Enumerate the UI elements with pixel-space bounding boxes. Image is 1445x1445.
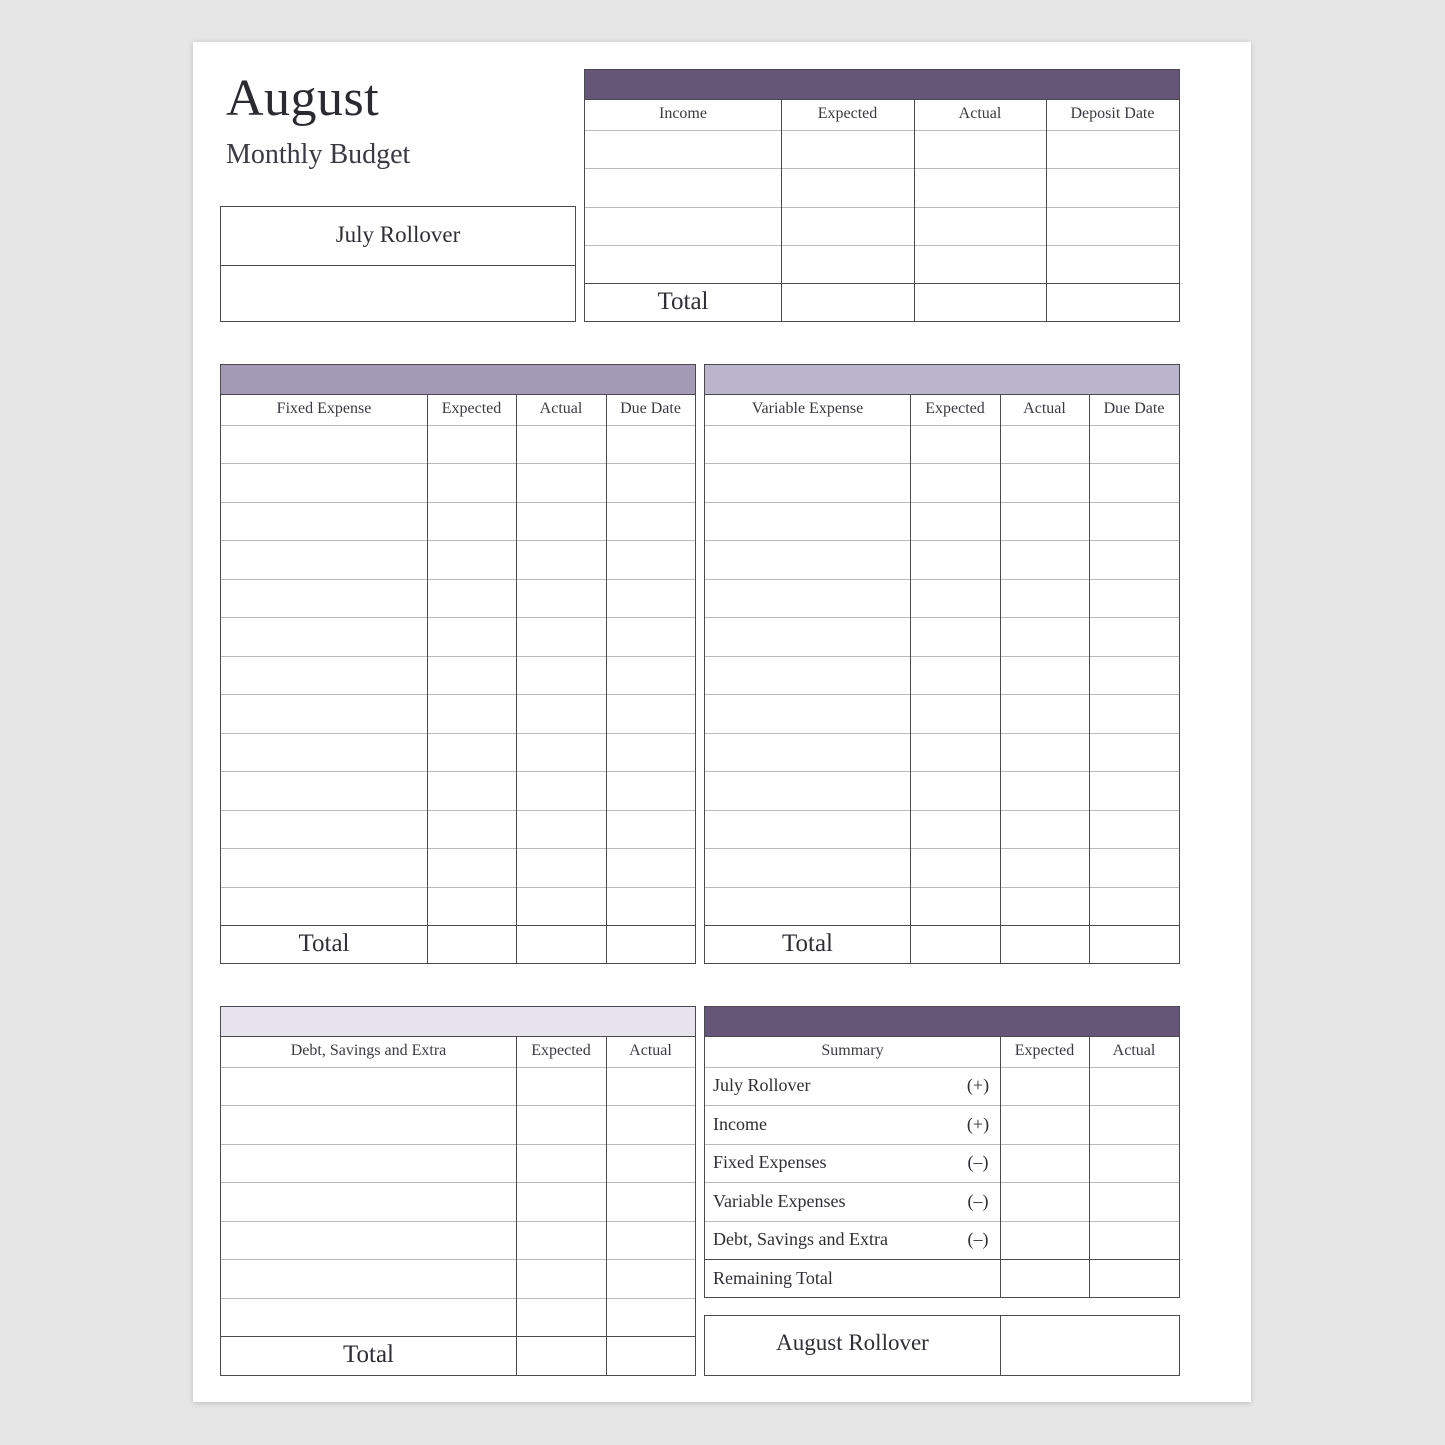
column-divider [516, 1036, 517, 1375]
row-line [221, 617, 695, 618]
row-line [705, 656, 1179, 657]
rollover-in-field[interactable] [221, 267, 575, 321]
column-divider [1000, 1036, 1001, 1297]
col-header-summary: Summary [821, 1042, 884, 1059]
col-header-actual: Actual [958, 105, 1002, 122]
column-divider [910, 394, 911, 963]
divider [221, 1336, 695, 1337]
summary-row-label: Income [713, 1114, 767, 1134]
divider [221, 925, 695, 926]
rollover-out-box [704, 1315, 1180, 1376]
summary-table [704, 1006, 1180, 1298]
row-line [705, 579, 1179, 580]
row-line [221, 540, 695, 541]
col-header-variable-expense: Variable Expense [751, 400, 864, 417]
row-line [705, 694, 1179, 695]
summary-header-band [705, 1007, 1179, 1036]
row-line [705, 1067, 1179, 1068]
col-header-expected: Expected [531, 1042, 591, 1059]
variable-total-label: Total [781, 930, 833, 957]
column-divider [1089, 1036, 1090, 1297]
row-line [221, 810, 695, 811]
variable-header-band [705, 365, 1179, 394]
row-line [221, 887, 695, 888]
column-divider [1000, 394, 1001, 963]
row-line [221, 694, 695, 695]
divider [221, 1036, 695, 1037]
row-line [585, 245, 1179, 246]
income-total-label: Total [657, 288, 709, 315]
row-line [705, 1105, 1179, 1106]
summary-row-label: Variable Expenses [713, 1191, 846, 1211]
column-divider [606, 1036, 607, 1375]
income-header-band [585, 70, 1179, 99]
row-line [221, 425, 695, 426]
row-line [221, 848, 695, 849]
row-line [705, 540, 1179, 541]
row-line [705, 771, 1179, 772]
col-header-expected: Expected [441, 400, 502, 417]
summary-row-label: Fixed Expenses [713, 1152, 827, 1172]
col-header-income: Income [659, 105, 707, 122]
column-divider [427, 394, 428, 963]
debt-savings-table [220, 1006, 696, 1376]
column-divider [1046, 99, 1047, 321]
column-divider [1089, 394, 1090, 963]
divider [705, 394, 1179, 395]
row-line [585, 130, 1179, 131]
fixed-header-band [221, 365, 695, 394]
col-header-expected: Expected [817, 105, 878, 122]
row-line [221, 1105, 695, 1106]
row-line [705, 425, 1179, 426]
column-divider [606, 394, 607, 963]
variable-expense-table [704, 364, 1180, 964]
row-line [585, 168, 1179, 169]
column-divider [781, 99, 782, 321]
debt-header-band [221, 1007, 695, 1036]
col-header-deposit-date: Deposit Date [1070, 105, 1155, 122]
income-table [584, 69, 1180, 322]
column-divider [1000, 1316, 1001, 1375]
row-line [221, 463, 695, 464]
row-line [221, 1298, 695, 1299]
summary-row-label: Debt, Savings and Extra [713, 1229, 888, 1249]
col-header-fixed-expense: Fixed Expense [276, 400, 372, 417]
row-line [221, 656, 695, 657]
remaining-total-label: Remaining Total [713, 1268, 833, 1288]
fixed-expense-table [220, 364, 696, 964]
row-line [705, 848, 1179, 849]
col-header-due-date: Due Date [1103, 400, 1165, 417]
fixed-total-label: Total [298, 930, 350, 957]
column-divider [914, 99, 915, 321]
row-line [221, 1221, 695, 1222]
col-header-expected: Expected [1014, 1042, 1075, 1059]
row-line [705, 1221, 1179, 1222]
divider [221, 265, 575, 266]
col-header-due-date: Due Date [620, 400, 681, 417]
summary-row-sign: (–) [967, 1191, 989, 1211]
row-line [705, 810, 1179, 811]
summary-row-sign: (–) [967, 1152, 989, 1172]
rollover-out-label: August Rollover [776, 1330, 929, 1355]
page-subtitle: Monthly Budget [226, 139, 411, 170]
debt-total-label: Total [342, 1341, 394, 1368]
row-line [221, 1182, 695, 1183]
col-header-debt-savings-extra: Debt, Savings and Extra [290, 1042, 447, 1059]
rollover-in-label: July Rollover [335, 222, 461, 247]
row-line [705, 463, 1179, 464]
row-line [221, 502, 695, 503]
row-line [221, 1259, 695, 1260]
column-divider [516, 394, 517, 963]
row-line [221, 579, 695, 580]
summary-row-sign: (+) [966, 1114, 990, 1134]
col-header-actual: Actual [1023, 400, 1066, 417]
summary-row-label: July Rollover [713, 1075, 811, 1095]
summary-row-sign: (+) [966, 1075, 990, 1095]
divider [221, 394, 695, 395]
summary-row-sign: (–) [967, 1229, 989, 1249]
divider [585, 99, 1179, 100]
col-header-actual: Actual [1112, 1042, 1156, 1059]
row-line [705, 617, 1179, 618]
col-header-expected: Expected [925, 400, 985, 417]
divider [705, 1036, 1179, 1037]
col-header-actual: Actual [629, 1042, 672, 1059]
rollover-out-field[interactable] [1002, 1316, 1179, 1375]
row-line [221, 733, 695, 734]
page-title: August [226, 70, 380, 127]
divider [585, 283, 1179, 284]
row-line [585, 207, 1179, 208]
col-header-actual: Actual [539, 400, 583, 417]
divider [705, 1259, 1179, 1260]
row-line [705, 1144, 1179, 1145]
row-line [705, 1182, 1179, 1183]
rollover-in-box [220, 206, 576, 322]
row-line [705, 733, 1179, 734]
row-line [705, 887, 1179, 888]
row-line [705, 502, 1179, 503]
row-line [221, 1144, 695, 1145]
row-line [221, 771, 695, 772]
divider [705, 925, 1179, 926]
row-line [221, 1067, 695, 1068]
